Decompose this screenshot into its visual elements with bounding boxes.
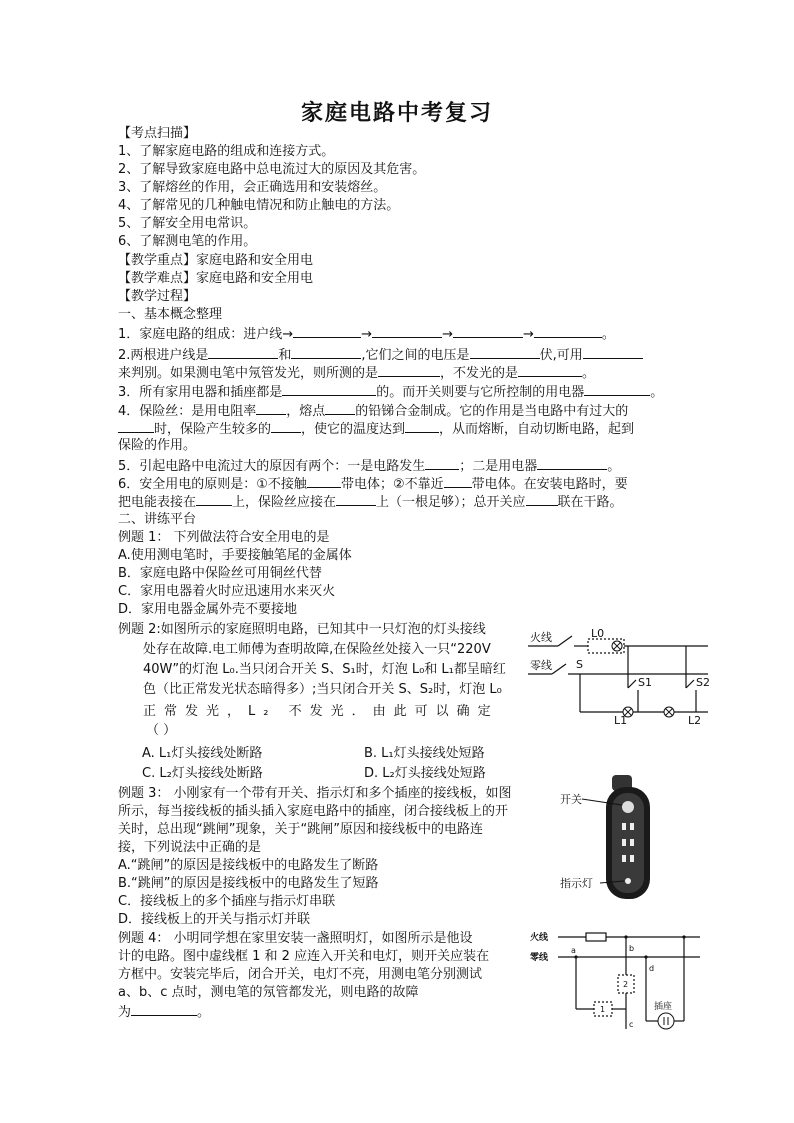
answer-bracket[interactable]: （ ）: [146, 723, 177, 738]
answer-blank[interactable]: [282, 382, 376, 396]
option-c[interactable]: C. L₂灯头接线处断路: [142, 766, 263, 781]
option-d[interactable]: D．接线板上的开关与指示灯并联: [118, 912, 311, 927]
bulb-icon: [612, 641, 622, 651]
example-3-line: 例题 3： 小刚家有一个带有开关、指示灯和多个插座的接线板，如图: [118, 786, 512, 801]
example-2-line: 40W”的灯泡 L₀.当只闭合开关 S、S₁时，灯泡 L₀和 L₁都呈暗红: [143, 662, 506, 677]
answer-blank[interactable]: [444, 474, 472, 488]
example-4-line: 为 。: [118, 1002, 210, 1022]
option-b[interactable]: B．家庭电路中保险丝可用铜丝代替: [118, 566, 322, 581]
switch-label: 开关: [560, 793, 582, 806]
answer-blank[interactable]: [208, 345, 278, 359]
concept-4-end: 保险的作用。: [118, 438, 197, 453]
socket-icon: [658, 1013, 674, 1029]
scan-item: 4、了解常见的几种触电情况和防止触电的方法。: [118, 198, 400, 213]
bulb-label: L1: [614, 714, 628, 724]
example-3-line: 关时，总出现“跳闸”现象，关于“跳闸”原因和接线板中的电路连: [118, 822, 483, 837]
answer-blank[interactable]: [307, 474, 341, 488]
bulb-label: L2: [688, 714, 702, 724]
answer-blank[interactable]: [372, 324, 442, 338]
answer-blank[interactable]: [470, 345, 540, 359]
option-d[interactable]: D．家用电器金属外壳不要接地: [118, 602, 298, 617]
scan-item: 2、了解导致家庭电路中总电流过大的原因及其危害。: [118, 162, 426, 177]
example-2-circuit-diagram: [528, 628, 710, 724]
box-label: 2: [623, 980, 629, 989]
point-label: a: [571, 946, 576, 955]
answer-blank[interactable]: [537, 456, 607, 470]
example-3-line: 接，下列说法中正确的是: [118, 840, 262, 855]
point-label: d: [649, 964, 655, 973]
scan-item: 5、了解安全用电常识。: [118, 216, 257, 231]
example-4-line: 计的电路。图中虚线框 1 和 2 应连入开关和电灯，则开关应装在: [118, 949, 490, 964]
concept-1: 1．家庭电路的组成：进户线→ → → → 。: [118, 324, 615, 344]
answer-blank[interactable]: [378, 363, 440, 377]
concept-4-cont: 时，保险产生较多的 ，使它的温度达到 ，从而熔断，自动切断电路，起到: [118, 419, 634, 439]
answer-blank[interactable]: [534, 324, 602, 338]
example-4-line: a、b、c 点时，测电笔的氖管都发光，则电路的故障: [118, 985, 419, 1000]
answer-blank[interactable]: [518, 363, 582, 377]
box-label: 1: [600, 1005, 606, 1014]
indicator-light-icon: [625, 878, 631, 884]
answer-blank[interactable]: [425, 456, 459, 470]
socket-label: 插座: [654, 1002, 673, 1012]
switch-label: S1: [638, 676, 652, 689]
answer-blank[interactable]: [118, 419, 154, 433]
scan-item: 3、了解熔丝的作用，会正确选用和安装熔丝。: [118, 180, 387, 195]
answer-blank[interactable]: [526, 492, 558, 506]
switch-label: S: [576, 658, 583, 671]
concept-5: 5．引起电路中电流过大的原因有两个：一是电路发生 ；二是用电器 。: [118, 456, 620, 476]
neutral-wire-label: 零线: [530, 953, 549, 963]
answer-blank[interactable]: [256, 401, 286, 415]
example-2-line: 正常发光，L₂ 不发光．由此可以确定: [143, 704, 499, 719]
page-title: 家庭电路中考复习: [300, 101, 493, 126]
option-b[interactable]: B. L₁灯头接线处短路: [364, 746, 485, 761]
answer-blank[interactable]: [325, 401, 355, 415]
switch-icon: [622, 801, 634, 813]
option-d[interactable]: D. L₂灯头接线处短路: [364, 766, 486, 781]
concept-3: 3．所有家用电器和插座都是 的。而开关则要与它所控制的用电器 。: [118, 382, 663, 402]
header-difficult: 【教学难点】家庭电路和安全用电: [118, 271, 314, 286]
answer-blank[interactable]: [131, 1002, 197, 1016]
answer-blank[interactable]: [293, 324, 361, 338]
answer-blank[interactable]: [583, 345, 643, 359]
example-1-question: 例题 1： 下列做法符合安全用电的是: [118, 530, 330, 545]
example-2-line: 例题 2:如图所示的家庭照明电路，已知其中一只灯泡的灯头接线: [118, 622, 486, 637]
option-b[interactable]: B.“跳闸”的原因是接线板中的电路发生了短路: [118, 876, 379, 891]
example-2-line: 色（比正常发光状态暗得多）;当只闭合开关 S、S₂时，灯泡 L₀: [143, 682, 502, 697]
option-a[interactable]: A.使用测电笔时，手要接触笔尾的金属体: [118, 548, 352, 563]
neutral-wire-label: 零线: [530, 659, 552, 672]
answer-blank[interactable]: [196, 492, 232, 506]
scan-item: 6、了解测电笔的作用。: [118, 234, 257, 249]
concept-6: 6．安全用电的原则是：①不接触 带电体；②不靠近 带电体。在安装电路时，要: [118, 474, 628, 494]
example-2-line: 处存在故障.电工师傅为查明故障,在保险丝处接入一只“220V: [143, 642, 491, 657]
bulb-icon: [664, 707, 674, 717]
scan-item: 1、了解家庭电路的组成和连接方式。: [118, 144, 335, 159]
point-label: b: [629, 944, 635, 953]
section-title: 二、讲练平台: [118, 512, 197, 527]
example-4-circuit-diagram: [528, 923, 706, 1033]
header-scan: 【考点扫描】: [118, 126, 197, 141]
concept-2-cont: 来判别。如果测电笔中氖管发光，则所测的是 ，不发光的是 。: [118, 363, 595, 383]
point-label: c: [629, 1020, 634, 1029]
answer-blank[interactable]: [584, 382, 650, 396]
answer-blank[interactable]: [405, 419, 439, 433]
answer-blank[interactable]: [291, 345, 361, 359]
example-3-power-strip-figure: [560, 775, 668, 903]
example-4-line: 方框中。安装完毕后，闭合开关，电灯不亮，用测电笔分别测试: [118, 967, 483, 982]
example-3-line: 所示，每当接线板的插头插入家庭电路中的插座，闭合接线板上的开: [118, 804, 509, 819]
option-a[interactable]: A. L₁灯头接线处断路: [142, 746, 263, 761]
concept-4: 4．保险丝：是用电阻率 ，熔点 的铅锑合金制成。它的作用是当电路中有过大的: [118, 401, 628, 421]
answer-blank[interactable]: [453, 324, 523, 338]
answer-blank[interactable]: [336, 492, 376, 506]
live-wire-label: 火线: [530, 933, 549, 943]
answer-blank[interactable]: [271, 419, 301, 433]
header-key: 【教学重点】家庭电路和安全用电: [118, 253, 314, 268]
indicator-label: 指示灯: [560, 877, 593, 890]
header-process: 【教学过程】: [118, 289, 197, 304]
option-c[interactable]: C．家用电器着火时应迅速用水来灭火: [118, 584, 336, 599]
example-4-line: 例题 4： 小明同学想在家里安装一盏照明灯，如图所示是他设: [118, 931, 473, 946]
option-c[interactable]: C．接线板上的多个插座与指示灯串联: [118, 894, 336, 909]
option-a[interactable]: A.“跳闸”的原因是接线板中的电路发生了断路: [118, 858, 379, 873]
bulb-label: L0: [591, 628, 605, 640]
switch-label: S2: [696, 676, 710, 689]
section-title: 一、基本概念整理: [118, 307, 223, 322]
live-wire-label: 火线: [530, 631, 552, 644]
concept-6-cont: 把电能表接在 上，保险丝应接在 上（一根足够）；总开关应 联在干路。: [118, 492, 623, 512]
concept-2: 2.两根进户线是 和 ,它们之间的电压是 伏,可用: [118, 345, 643, 365]
